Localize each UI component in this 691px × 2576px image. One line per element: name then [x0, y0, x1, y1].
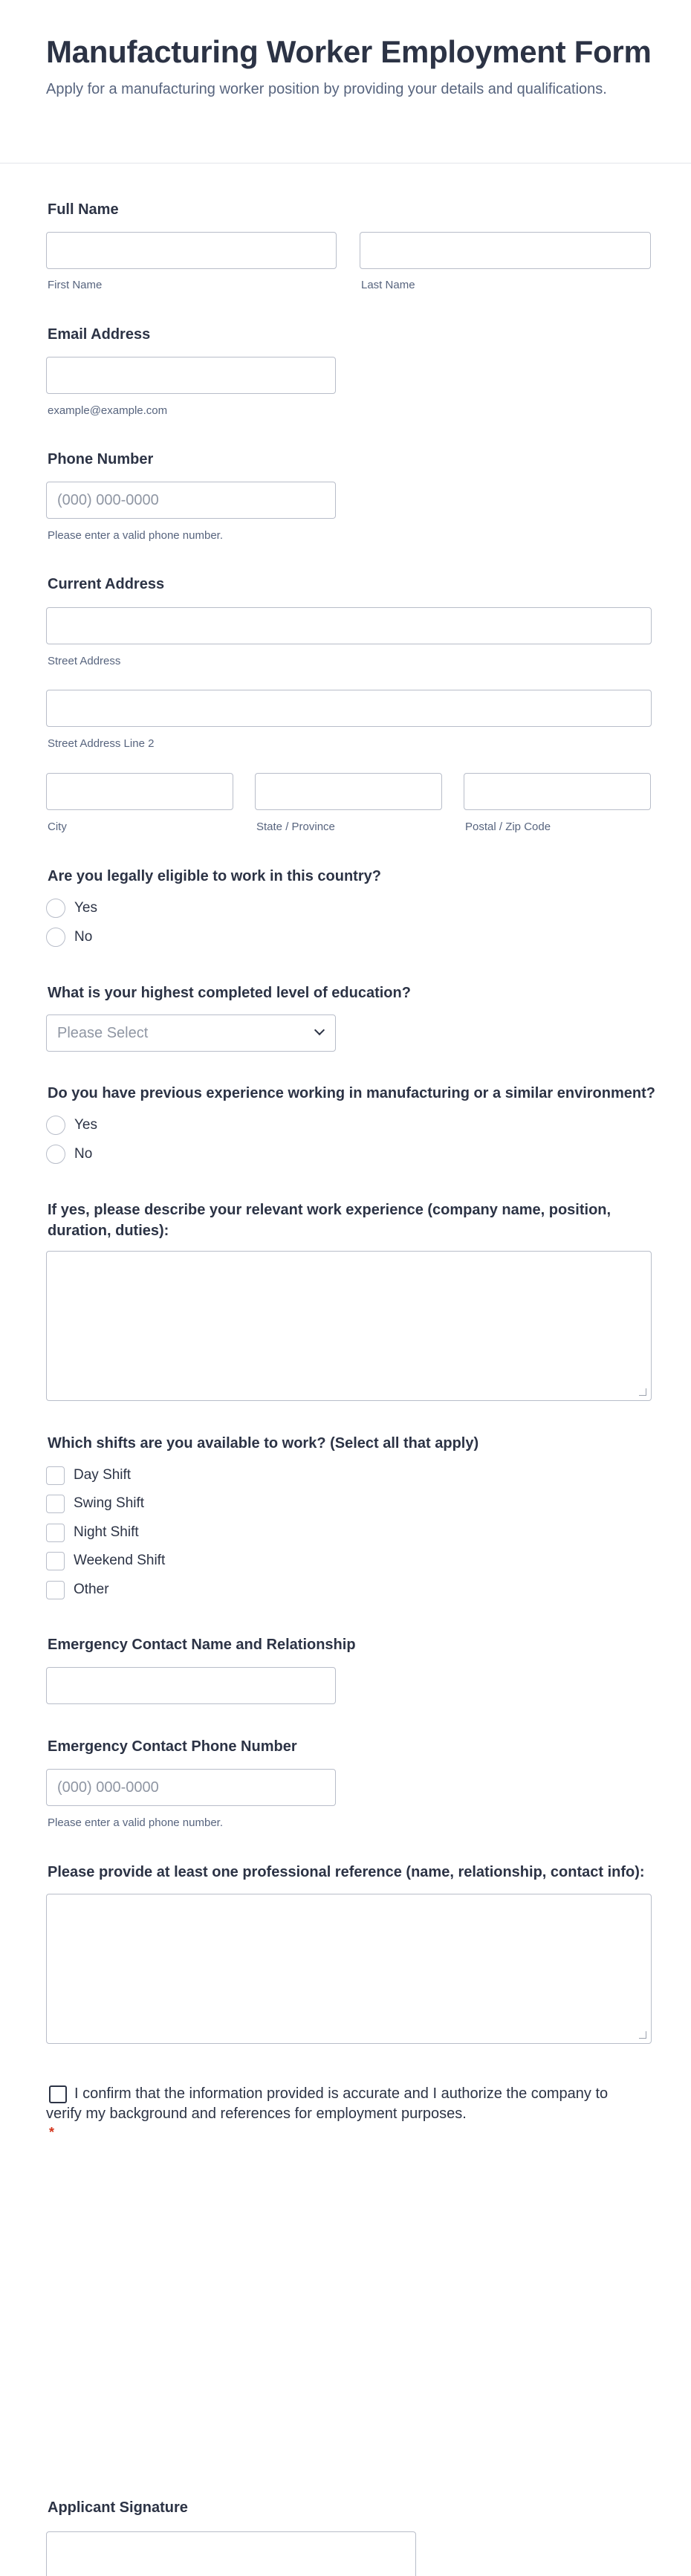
form-title: Manufacturing Worker Employment Form [46, 34, 652, 69]
checkbox[interactable] [46, 1552, 65, 1570]
email-label: Email Address [48, 326, 151, 343]
shift-option-day[interactable] [46, 1465, 131, 1486]
emergency-phone-sublabel: Please enter a valid phone number. [48, 1816, 223, 1829]
education-select[interactable] [46, 1014, 336, 1052]
street-address-sublabel: Street Address [48, 655, 121, 667]
option-label: No [74, 929, 93, 945]
experience-option-yes[interactable] [46, 1115, 97, 1136]
option-label: Night Shift [74, 1524, 139, 1540]
city-sublabel: City [48, 821, 67, 833]
checkbox[interactable] [46, 1466, 65, 1485]
street-address-input[interactable] [46, 607, 652, 644]
emergency-phone-input[interactable] [46, 1769, 336, 1806]
reference-textarea[interactable] [46, 1894, 652, 2044]
radio-button[interactable] [46, 1145, 65, 1164]
option-label: Yes [74, 1117, 97, 1133]
checkbox[interactable] [46, 1495, 65, 1513]
education-label: What is your highest completed level of education? [48, 985, 411, 1001]
resize-handle-icon[interactable] [639, 2031, 646, 2039]
form-subtitle: Apply for a manufacturing worker position by providing your details and qualifications. [46, 81, 607, 97]
eligibility-label: Are you legally eligible to work in this country? [48, 868, 381, 884]
education-select-value: Please Select [57, 1025, 149, 1041]
email-input[interactable] [46, 357, 336, 394]
radio-button[interactable] [46, 928, 65, 947]
signature-label: Applicant Signature [48, 2499, 188, 2516]
experience-details-label: If yes, please describe your relevant work experience (company name, position, duration, duties): [48, 1202, 611, 1239]
phone-label: Phone Number [48, 451, 154, 467]
experience-label: Do you have previous experience working in manufacturing or a similar environment? [48, 1085, 655, 1101]
option-label: Swing Shift [74, 1495, 145, 1511]
checkbox[interactable] [46, 1524, 65, 1542]
required-marker: * [49, 2125, 55, 2140]
first-name-input[interactable] [46, 232, 337, 269]
street-address-line2-sublabel: Street Address Line 2 [48, 737, 155, 750]
last-name-sublabel: Last Name [361, 279, 415, 291]
radio-button[interactable] [46, 899, 65, 918]
shift-option-night[interactable] [46, 1522, 139, 1543]
emergency-contact-input[interactable] [46, 1667, 336, 1704]
last-name-input[interactable] [360, 232, 651, 269]
signature-pad[interactable] [46, 2531, 416, 2576]
full-name-label: Full Name [48, 201, 119, 218]
emergency-contact-label: Emergency Contact Name and Relationship [48, 1637, 356, 1653]
zip-sublabel: Postal / Zip Code [465, 821, 551, 833]
state-sublabel: State / Province [256, 821, 335, 833]
first-name-sublabel: First Name [48, 279, 103, 291]
street-address-line2-input[interactable] [46, 690, 652, 727]
city-input[interactable] [46, 773, 233, 810]
state-input[interactable] [255, 773, 442, 810]
phone-sublabel: Please enter a valid phone number. [48, 529, 223, 542]
option-label: Other [74, 1582, 109, 1597]
phone-input[interactable] [46, 482, 336, 519]
form-header [0, 0, 691, 164]
shift-option-weekend[interactable] [46, 1550, 165, 1571]
experience-details-textarea[interactable] [46, 1251, 652, 1401]
emergency-phone-label: Emergency Contact Phone Number [48, 1738, 297, 1755]
address-label: Current Address [48, 576, 165, 592]
confirmation-text: I confirm that the information provided is accurate and I authorize the company to verify my background and references for employment purposes. [46, 2085, 609, 2122]
zip-input[interactable] [464, 773, 651, 810]
radio-button[interactable] [46, 1116, 65, 1135]
shifts-label: Which shifts are you available to work? (Select all that apply) [48, 1435, 479, 1452]
reference-label: Please provide at least one professional reference (name, relationship, contact info): [48, 1864, 645, 1880]
experience-option-no[interactable] [46, 1144, 92, 1165]
option-label: Day Shift [74, 1467, 132, 1483]
eligibility-option-no[interactable] [46, 927, 92, 948]
option-label: Yes [74, 900, 97, 916]
eligibility-option-yes[interactable] [46, 898, 97, 919]
shift-option-swing[interactable] [46, 1493, 144, 1514]
chevron-down-icon [314, 1025, 325, 1035]
checkbox[interactable] [46, 1581, 65, 1599]
resize-handle-icon[interactable] [639, 1388, 646, 1396]
shift-option-other[interactable] [46, 1579, 109, 1600]
confirmation-checkbox[interactable] [49, 2085, 67, 2103]
email-sublabel: example@example.com [48, 404, 168, 417]
option-label: No [74, 1146, 93, 1162]
option-label: Weekend Shift [74, 1553, 166, 1568]
